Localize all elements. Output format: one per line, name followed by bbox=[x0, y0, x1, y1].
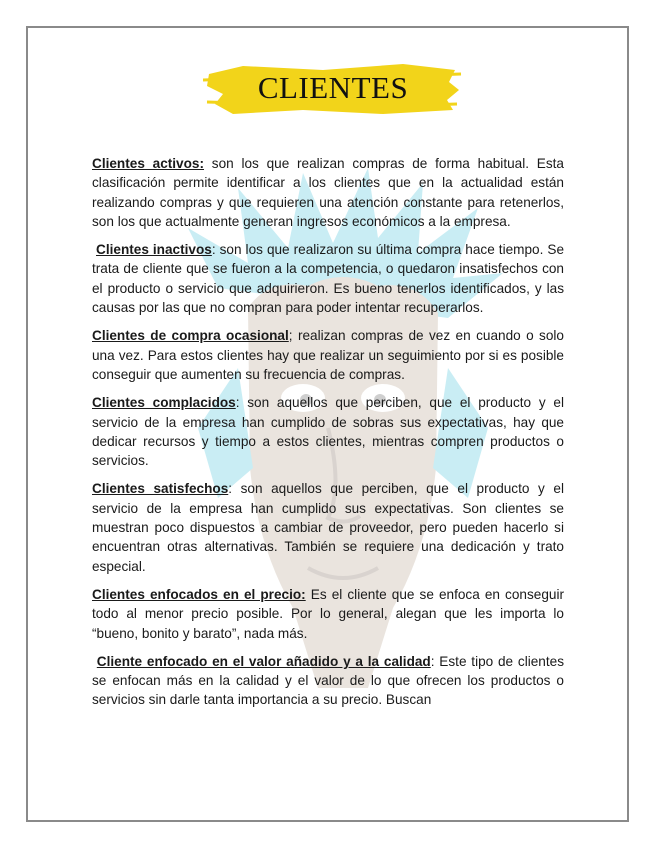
section-enfocado-valor-calidad bbox=[92, 652, 564, 710]
section-text: Es el cliente que se enfoca en conseguir todo al menor precio posible. Por lo general, alegan que les importa lo “bueno, bonito y barato”, nada más. bbox=[92, 586, 564, 641]
section-compra-ocasional bbox=[92, 326, 564, 384]
section-text: : Este tipo de clientes se enfocan más en la calidad y el valor de lo que ofrecen los productos o servicios sin darle tanta importancia a su precio. Buscan bbox=[92, 653, 564, 708]
section-enfocados-precio bbox=[92, 585, 564, 643]
section-term: Clientes satisfechos bbox=[92, 481, 229, 497]
page-title: CLIENTES bbox=[257, 70, 409, 105]
section-clientes-complacidos bbox=[92, 393, 564, 470]
section-text: : son aquellos que perciben, que el producto y el servicio de la empresa han cumplido de sobras sus expectativas, hay que dedicar recursos y tiempo a estos clientes, mientras compren productos o servicios. bbox=[92, 395, 564, 469]
section-text: son los que realizan compras de forma habitual. Esta clasificación permite identificar a los clientes que en la actualidad están realizando compras y que requieren una atención constante para retenerlos, son los que actualmente generan ingresos económicos a la empresa. bbox=[92, 156, 564, 229]
document-page bbox=[26, 26, 629, 822]
section-text: : son aquellos que perciben, que el producto y el servicio de la empresa han cumplido sus expectativas. Son clientes se muestran poco dispuestos a cambiar de proveedor, pero pueden hacerlo si encuentran otras alternativas. También se requiere una dedicación y trato especial. bbox=[92, 481, 564, 574]
section-term: Clientes de compra ocasional bbox=[92, 328, 289, 344]
section-clientes-satisfechos bbox=[92, 479, 564, 575]
section-text: : son los que realizaron su última compra hace tiempo. Se trata de cliente que se fueron a la competencia, o quedaron insatisfechos con el producto o servicio que adquirieron. Es bueno tenerlos identificados, y las causas por las que no compran para poder intentar recuperarlos. bbox=[92, 242, 565, 316]
section-term: Clientes activos: bbox=[92, 156, 205, 171]
content-body bbox=[92, 154, 564, 719]
section-term: Clientes enfocados en el precio: bbox=[92, 586, 306, 602]
section-clientes-activos bbox=[92, 154, 564, 231]
section-term: Clientes complacidos bbox=[92, 395, 236, 411]
section-text: ; realizan compras de vez en cuando o solo una vez. Para estos clientes hay que realizar un seguimiento por si es posible conseguir que aumenten su frecuencia de compras. bbox=[92, 328, 564, 382]
section-clientes-inactivos bbox=[92, 240, 564, 317]
title-banner bbox=[203, 56, 463, 120]
section-term: Clientes inactivos bbox=[96, 242, 212, 258]
section-term: Cliente enfocado en el valor añadido y a la calidad bbox=[96, 653, 431, 669]
